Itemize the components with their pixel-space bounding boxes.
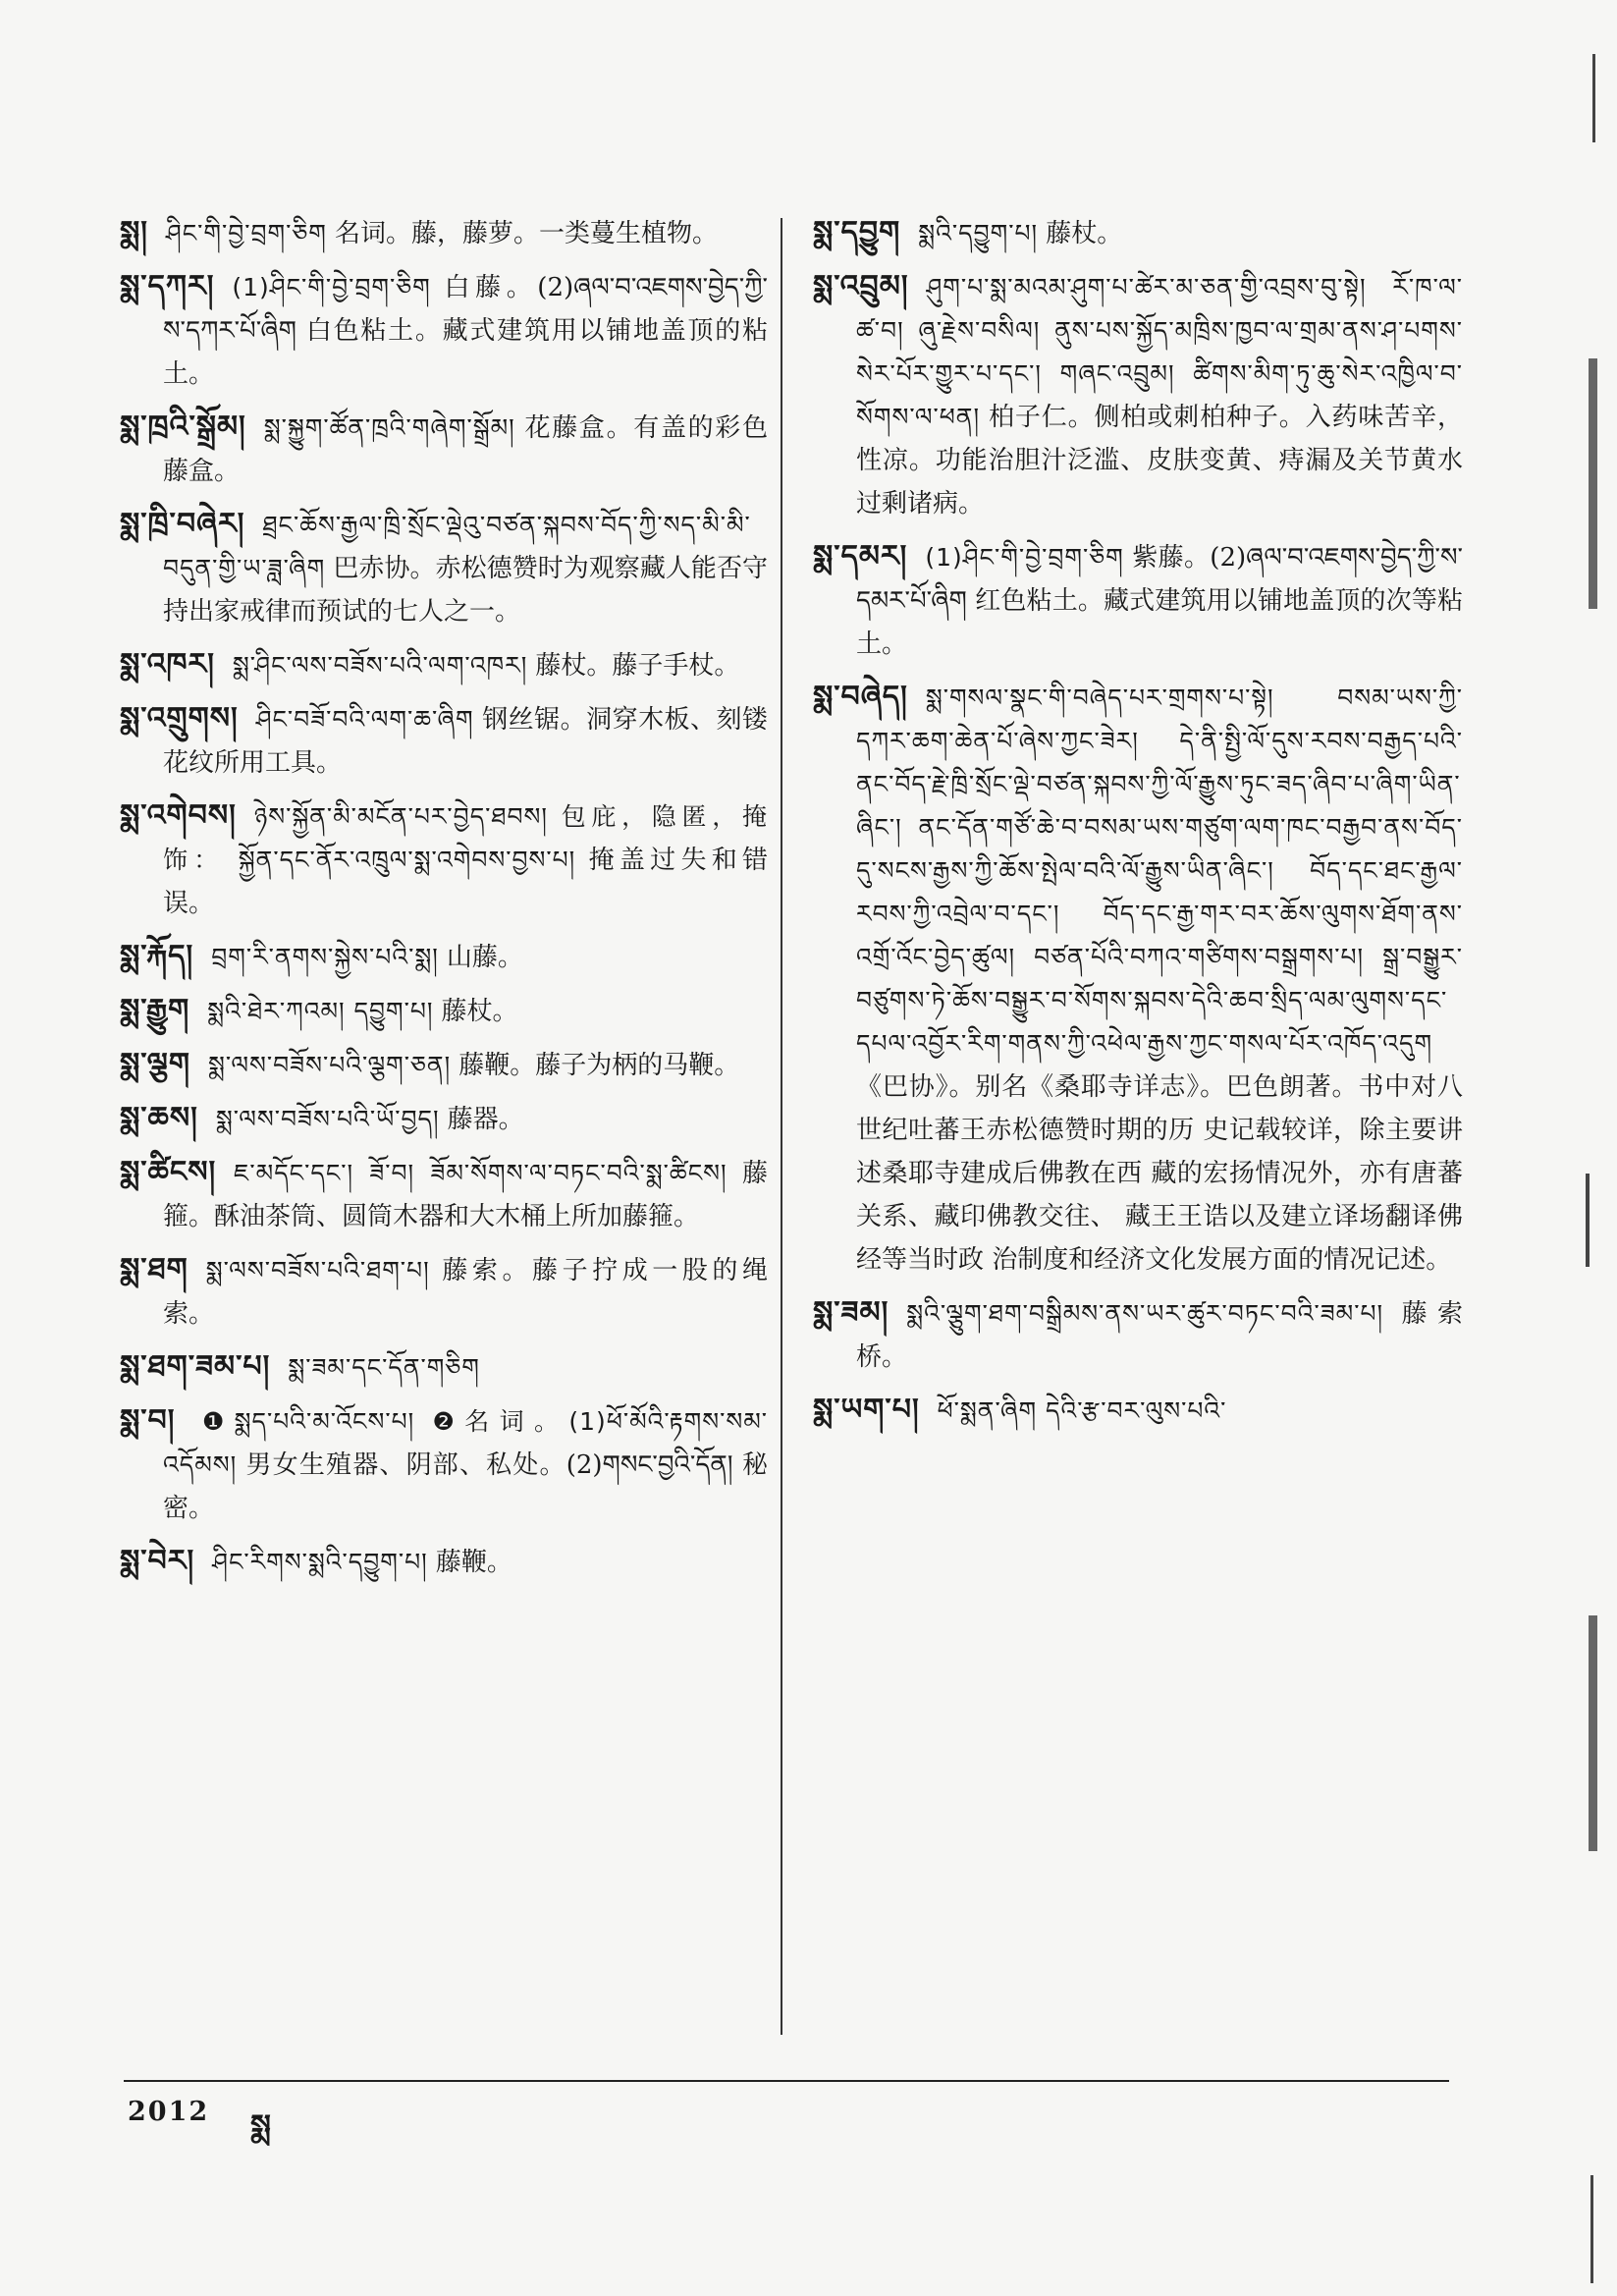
dictionary-entry <box>813 1291 1463 1379</box>
dictionary-entry <box>120 503 768 633</box>
entry-headword: སྨ་ཐག་ཟམ་པ། <box>120 1349 271 1384</box>
entry-tibetan-definition: ཕོ་སྨན་ཞིག དེའི་རྩ་བར་ལུས་པའི་ <box>937 1396 1227 1425</box>
entry-headword: སྨ་ཐག <box>120 1252 189 1286</box>
entry-headword: སྨ་འཁར། <box>120 647 215 682</box>
entry-tibetan-definition: ཇ་མདོང་དང་། ཟོ་བ། ཟོམ་སོགས་ལ་བཏང་བའི་སྨ་ཚིངས། <box>234 1159 728 1187</box>
entry-tibetan-definition: ❶སྨད་པའི་མ་འོངས་པ། ❷名词。(1)ཕོ་མོའི་རྟགས་སམ་འདོམས། <box>163 1407 768 1479</box>
dictionary-entry <box>120 697 768 785</box>
dictionary-entry <box>120 1151 768 1238</box>
right-column <box>813 211 1463 1443</box>
entry-headword: སྨ་འགྲུགས། <box>120 701 239 736</box>
entry-tibetan-definition: སྨ་ལས་བཟོས་པའི་ལྕག་ཅན། <box>207 1051 452 1079</box>
entry-chinese-definition: 柏子仁。侧柏或刺柏种子。入药味苦辛，性凉。功能治胆汁泛滥、皮肤变黄、痔漏及关节黄水过剩诸病。 <box>856 403 1463 519</box>
entry-tibetan-definition: སྨ་ཤིང་ལས་བཟོས་པའི་ལག་འཁར། <box>232 651 528 680</box>
entry-headword: སྨ་ཆས། <box>120 1101 198 1135</box>
entry-headword: སྨ་བ། <box>120 1403 176 1438</box>
entry-tibetan-definition: བྲག་རི་ནགས་སྐྱེས་པའི་སྨ། <box>211 943 439 971</box>
entry-chinese-definition: 藤箍。酥油茶筒、圆筒木器和大木桶上所加藤箍。 <box>163 1159 769 1231</box>
dictionary-entry <box>813 676 1463 1282</box>
entry-tibetan-definition: ཤིང་བཟོ་བའི་ལག་ཆ་ཞིག <box>255 705 474 734</box>
scan-edge-mark <box>1589 1615 1597 1851</box>
entry-tibetan-definition: ཤིང་གི་བྱེ་བྲག་ཅིག <box>165 219 327 247</box>
dictionary-entry <box>120 1345 768 1390</box>
entry-tibetan-definition: སྨའི་ཐེར་ཀའམ། དབྱུག་པ། <box>207 997 434 1025</box>
dictionary-entry <box>120 1248 768 1336</box>
entry-tibetan-definition: སྨ་ལས་བཟོས་པའི་ཡོ་བྱད། <box>215 1105 440 1133</box>
entry-headword: སྨ་དབྱུག <box>813 215 901 249</box>
entry-headword: སྨ་འགེབས། <box>120 798 237 833</box>
entry-tibetan-definition: ཐྲང་ཆོས་རྒྱལ་ཁྲི་སྲོང་ལྡེའུ་བཙན་སྐབས་བོད་ཀྱི་སད་མི་མི་བདུན་གྱི་ཡ་ཟླ་ཞིག <box>163 511 751 582</box>
entry-chinese-definition: 藤杖。藤子手杖。 <box>535 651 740 681</box>
entry-headword: སྨ་ཡག་པ། <box>813 1393 920 1427</box>
entry-tibetan-definition: (1)ཤིང་གི་བྱེ་བྲག་ཅིག <box>232 273 431 301</box>
dictionary-entry <box>120 265 768 396</box>
scan-edge-mark <box>1589 358 1597 609</box>
entry-chinese-definition: 白藤。(2)ཞལ་བ་འཇགས་བྱེད་ཀྱི་ས་དཀར་པོ་ཞིག 白色粘土。藏式建筑用以铺地盖顶的粘土。 <box>163 273 768 389</box>
dictionary-entry <box>120 211 768 255</box>
entry-chinese-definition: 藤鞭。藤子为柄的马鞭。 <box>458 1051 740 1080</box>
entry-chinese-definition: 巴赤协。赤松德赞时为观察藏人能否守持出家戒律而预试的七人之一。 <box>163 554 768 627</box>
entry-chinese-definition: 藤索桥。 <box>856 1299 1463 1372</box>
scan-edge-mark <box>1586 1174 1590 1267</box>
entry-chinese-definition: 花藤盒。有盖的彩色藤盒。 <box>163 413 768 486</box>
dictionary-entry <box>813 1389 1463 1433</box>
dictionary-entry <box>813 265 1463 525</box>
dictionary-entry <box>120 1097 768 1141</box>
entry-chinese-definition: 藤器。 <box>447 1105 524 1134</box>
entry-tibetan-definition: (1)ཤིང་གི་བྱེ་བྲག་ཅིག <box>925 543 1124 572</box>
entry-headword: སྨ་བེར། <box>120 1544 195 1578</box>
page-number: 2012 <box>128 2097 210 2127</box>
dictionary-entry <box>120 1540 768 1584</box>
entry-tibetan-definition: ཉེས་སྐྱོན་མི་མངོན་པར་བྱེད་ཐབས། 包庇，隐匿，掩饰： སྐྱོན་དང་ནོར་འཁྲུལ་སྨ་འགེབས་བྱས་པ། <box>163 802 768 874</box>
dictionary-entry <box>120 406 768 493</box>
entry-chinese-definition: 紫藤。(2)ཞལ་བ་འཇགས་བྱེད་ཀྱི་ས་དམར་པོ་ཞིག 红色粘土。藏式建筑用以铺地盖顶的次等粘土。 <box>856 543 1464 659</box>
dictionary-entry <box>120 1043 768 1087</box>
entry-headword: སྨ་ལྕག <box>120 1047 190 1081</box>
column-divider <box>781 218 782 2035</box>
entry-headword: སྨ། <box>120 215 148 249</box>
dictionary-entry <box>120 989 768 1033</box>
left-column <box>120 211 768 1594</box>
entry-headword: སྨ་བཞེད། <box>813 680 908 714</box>
entry-chinese-definition: 藤杖。 <box>1046 219 1123 248</box>
entry-chinese-definition: 藤索。藤子拧成一股的绳索。 <box>163 1256 768 1329</box>
entry-headword: སྨ་དམར། <box>813 539 908 574</box>
entry-headword: སྨ་ཚིངས། <box>120 1155 217 1189</box>
entry-tibetan-definition: སྨ་སྐྱུག་ཚོན་ཁྲའི་གཞེག་སྒྲོམ། <box>263 413 515 442</box>
dictionary-entry <box>813 535 1463 666</box>
section-letter: སྨ <box>250 2108 271 2144</box>
dictionary-entry <box>813 211 1463 255</box>
entry-tibetan-definition: ཤུག་པ་སྨ་མའམ་ཤུག་པ་ཚེར་མ་ཅན་གྱི་འབྲས་བུ་སྟེ། རོ་ཁ་ལ་ཚ་བ། ཞུ་རྗེས་བསིལ། ནུས་པས་སྐྱོད་མཁྲིས་ཁྱབ་ལ་གྲམ་ནས་ཤ་པགས་སེར་པོར་གྱུར་པ་དང་། གཞང་འབྲུམ། ཚིགས་མིག་ཏུ་ཆུ་སེར་འཁྱིལ་བ་སོགས་ལ་ཕན། <box>856 273 1463 431</box>
entry-tibetan-definition: སྨ་ལས་བཟོས་པའི་ཐག་པ། <box>205 1256 430 1285</box>
entry-tibetan-definition: སྨ་ཟམ་དང་དོན་གཅིག <box>288 1353 480 1382</box>
dictionary-entry <box>120 1399 768 1530</box>
entry-tibetan-definition: སྨའི་ལྕུག་ཐག་བསྒྲིམས་ནས་ཡར་ཚུར་བཏང་བའི་ཟམ་པ། <box>906 1299 1384 1328</box>
dictionary-entry <box>120 935 768 979</box>
entry-headword: སྨ་ཁྲའི་སྒྲོམ། <box>120 410 246 444</box>
entry-chinese-definition: 男女生殖器、阴部、私处。(2)གསང་བྱའི་དོན། 秘密。 <box>163 1450 768 1523</box>
entry-chinese-definition: 钢丝锯。洞穿木板、刻镂花纹所用工具。 <box>163 705 768 778</box>
entry-headword: སྨ་རྒྱུག <box>120 993 190 1027</box>
entry-chinese-definition: 《巴协》。别名《桑耶寺详志》。巴色朗著。书中对八世纪吐蕃王赤松德赞时期的历 史记载较详，除主要讲述桑耶寺建成后佛教在西 藏的宏扬情况外，亦有唐蕃关系、藏印佛教交往、 藏王王诰以及建立译场翻译佛经等当时政 治制度和经济文化发展方面的情况记述。 <box>856 1072 1463 1275</box>
entry-tibetan-definition: སྨའི་དབྱུག་པ། <box>918 219 1039 247</box>
entry-chinese-definition: 藤鞭。 <box>435 1548 512 1577</box>
scan-edge-mark <box>1590 2175 1593 2283</box>
entry-headword: སྨ་རྐོད། <box>120 939 194 973</box>
footer-rule <box>124 2080 1449 2082</box>
dictionary-entry <box>120 643 768 687</box>
entry-chinese-definition: 藤杖。 <box>441 997 518 1026</box>
entry-chinese-definition: 山藤。 <box>446 943 523 972</box>
entry-tibetan-definition: ཤིང་རིགས་སྨའི་དབྱུག་པ། <box>212 1548 428 1576</box>
entry-headword: སྨ་ཁྲི་བཞེར། <box>120 507 245 541</box>
entry-tibetan-definition: སྨ་གསལ་སྣང་གི་བཞེད་པར་གྲགས་པ་སྟེ། བསམ་ཡས་ཀྱི་དཀར་ཆག་ཆེན་པོ་ཞེས་ཀྱང་ཟེར། དེ་ནི་སྤྱི་ལོ་དུས་རབས་བརྒྱད་པའི་ནང་བོད་རྗེ་ཁྲི་སྲོང་ལྡེ་བཙན་སྐབས་ཀྱི་ལོ་རྒྱུས་ཏུང་ཟད་ཞིབ་པ་ཞིག་ཡིན་ཞིང་། ནང་དོན་གཙོ་ཆེ་བ་བསམ་ཡས་གཙུག་ལག་ཁང་བརྒྱབ་ནས་བོད་དུ་སངས་རྒྱས་ཀྱི་ཆོས་སྤེལ་བའི་ལོ་རྒྱུས་ཡིན་ཞིང་། བོད་དང་ཐང་རྒྱལ་རབས་ཀྱི་འབྲེལ་བ་དང་། བོད་དང་རྒྱ་གར་བར་ཆོས་ལུགས་ཐོག་ནས་འགྲོ་འོང་བྱེད་ཚུལ། བཙན་པོའི་བཀའ་གཙིགས་བསྒྲགས་པ། སྒྲ་བསྒྱུར་བཙུགས་ཏེ་ཆོས་བསྒྱུར་བ་སོགས་སྐབས་དེའི་ཆབ་སྲིད་ལམ་ལུགས་དང་དཔལ་འབྱོར་རིག་གནས་ཀྱི་འཕེལ་རྒྱས་ཀྱང་གསལ་པོར་འཁོད་འདུག <box>856 683 1463 1058</box>
entry-headword: སྨ་ཟམ། <box>813 1295 889 1330</box>
scan-edge-mark <box>1592 54 1595 142</box>
entry-headword: སྨ་དཀར། <box>120 269 215 303</box>
entry-headword: སྨ་འབྲུམ། <box>813 269 909 303</box>
entry-chinese-definition: 掩盖过失和错误。 <box>163 846 768 918</box>
dictionary-entry <box>120 794 768 925</box>
entry-chinese-definition: 名词。藤，藤萝。一类蔓生植物。 <box>335 219 719 248</box>
